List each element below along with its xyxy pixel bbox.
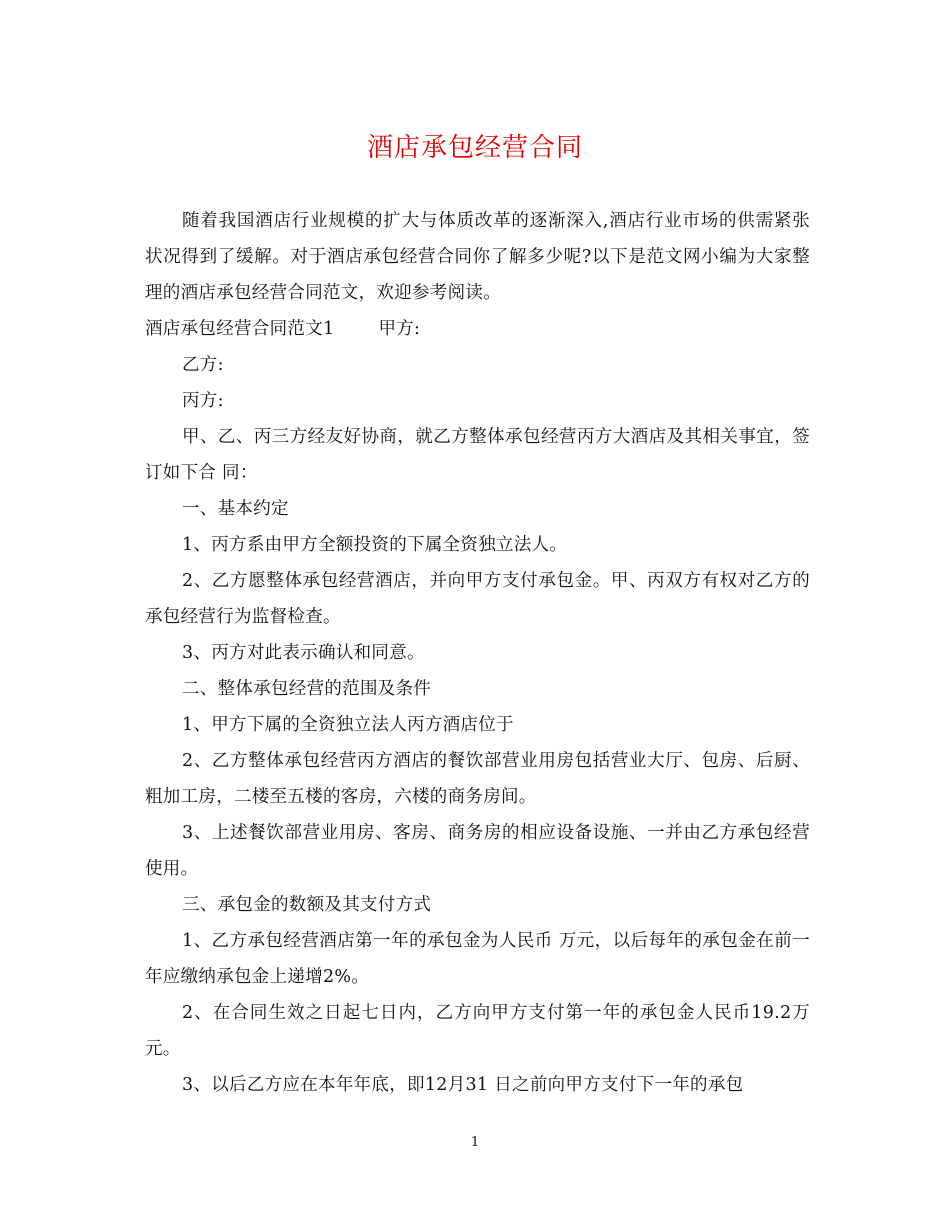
clause-paragraph: 2、乙方愿整体承包经营酒店，并向甲方支付承包金。甲、丙双方有权对乙方的承包经营行为监督检查。	[145, 571, 810, 627]
party-a-label: 甲方:	[378, 319, 421, 339]
party-c-label: 丙方:	[182, 391, 224, 411]
intro-paragraph: 随着我国酒店行业规模的扩大与体质改革的逐渐深入,酒店行业市场的供需紧张状况得到了缓解。对于酒店承包经营合同你了解多少呢?以下是范文网小编为大家整理的酒店承包经营合同范文，欢迎参考阅读。	[145, 211, 810, 303]
document-title: 酒店承包经营合同	[366, 133, 583, 163]
section-heading: 三、承包金的数额及其支付方式	[182, 895, 432, 915]
page-number: 1	[470, 1135, 480, 1150]
clause-paragraph: 1、乙方承包经营酒店第一年的承包金为人民币 万元，以后每年的承包金在前一年应缴纳承包金上递增2%。	[145, 931, 810, 987]
preamble-paragraph: 甲、乙、丙三方经友好协商，就乙方整体承包经营丙方大酒店及其相关事宜，签订如下合 同：	[145, 427, 810, 483]
sample-heading-line	[145, 311, 810, 347]
clause-paragraph: 3、丙方对此表示确认和同意。	[182, 643, 425, 663]
clause-paragraph: 3、上述餐饮部营业用房、客房、商务房的相应设备设施、一并由乙方承包经营使用。	[145, 823, 810, 879]
clause-paragraph: 1、甲方下属的全资独立法人丙方酒店位于	[182, 715, 514, 735]
document-body	[145, 203, 810, 1103]
party-b-label: 乙方:	[182, 355, 224, 375]
sample-heading: 酒店承包经营合同范文1	[145, 319, 335, 339]
section-heading: 二、整体承包经营的范围及条件	[182, 679, 432, 699]
clause-paragraph: 3、以后乙方应在本年年底，即12月31 日之前向甲方支付下一年的承包	[182, 1075, 744, 1095]
clause-paragraph: 1、丙方系由甲方全额投资的下属全资独立法人。	[182, 535, 568, 555]
clause-paragraph: 2、在合同生效之日起七日内，乙方向甲方支付第一年的承包金人民币19.2万元。	[145, 1003, 810, 1059]
section-heading: 一、基本约定	[182, 499, 289, 519]
clause-paragraph: 2、乙方整体承包经营丙方酒店的餐饮部营业用房包括营业大厅、包房、后厨、粗加工房，二楼至五楼的客房，六楼的商务房间。	[145, 751, 810, 807]
